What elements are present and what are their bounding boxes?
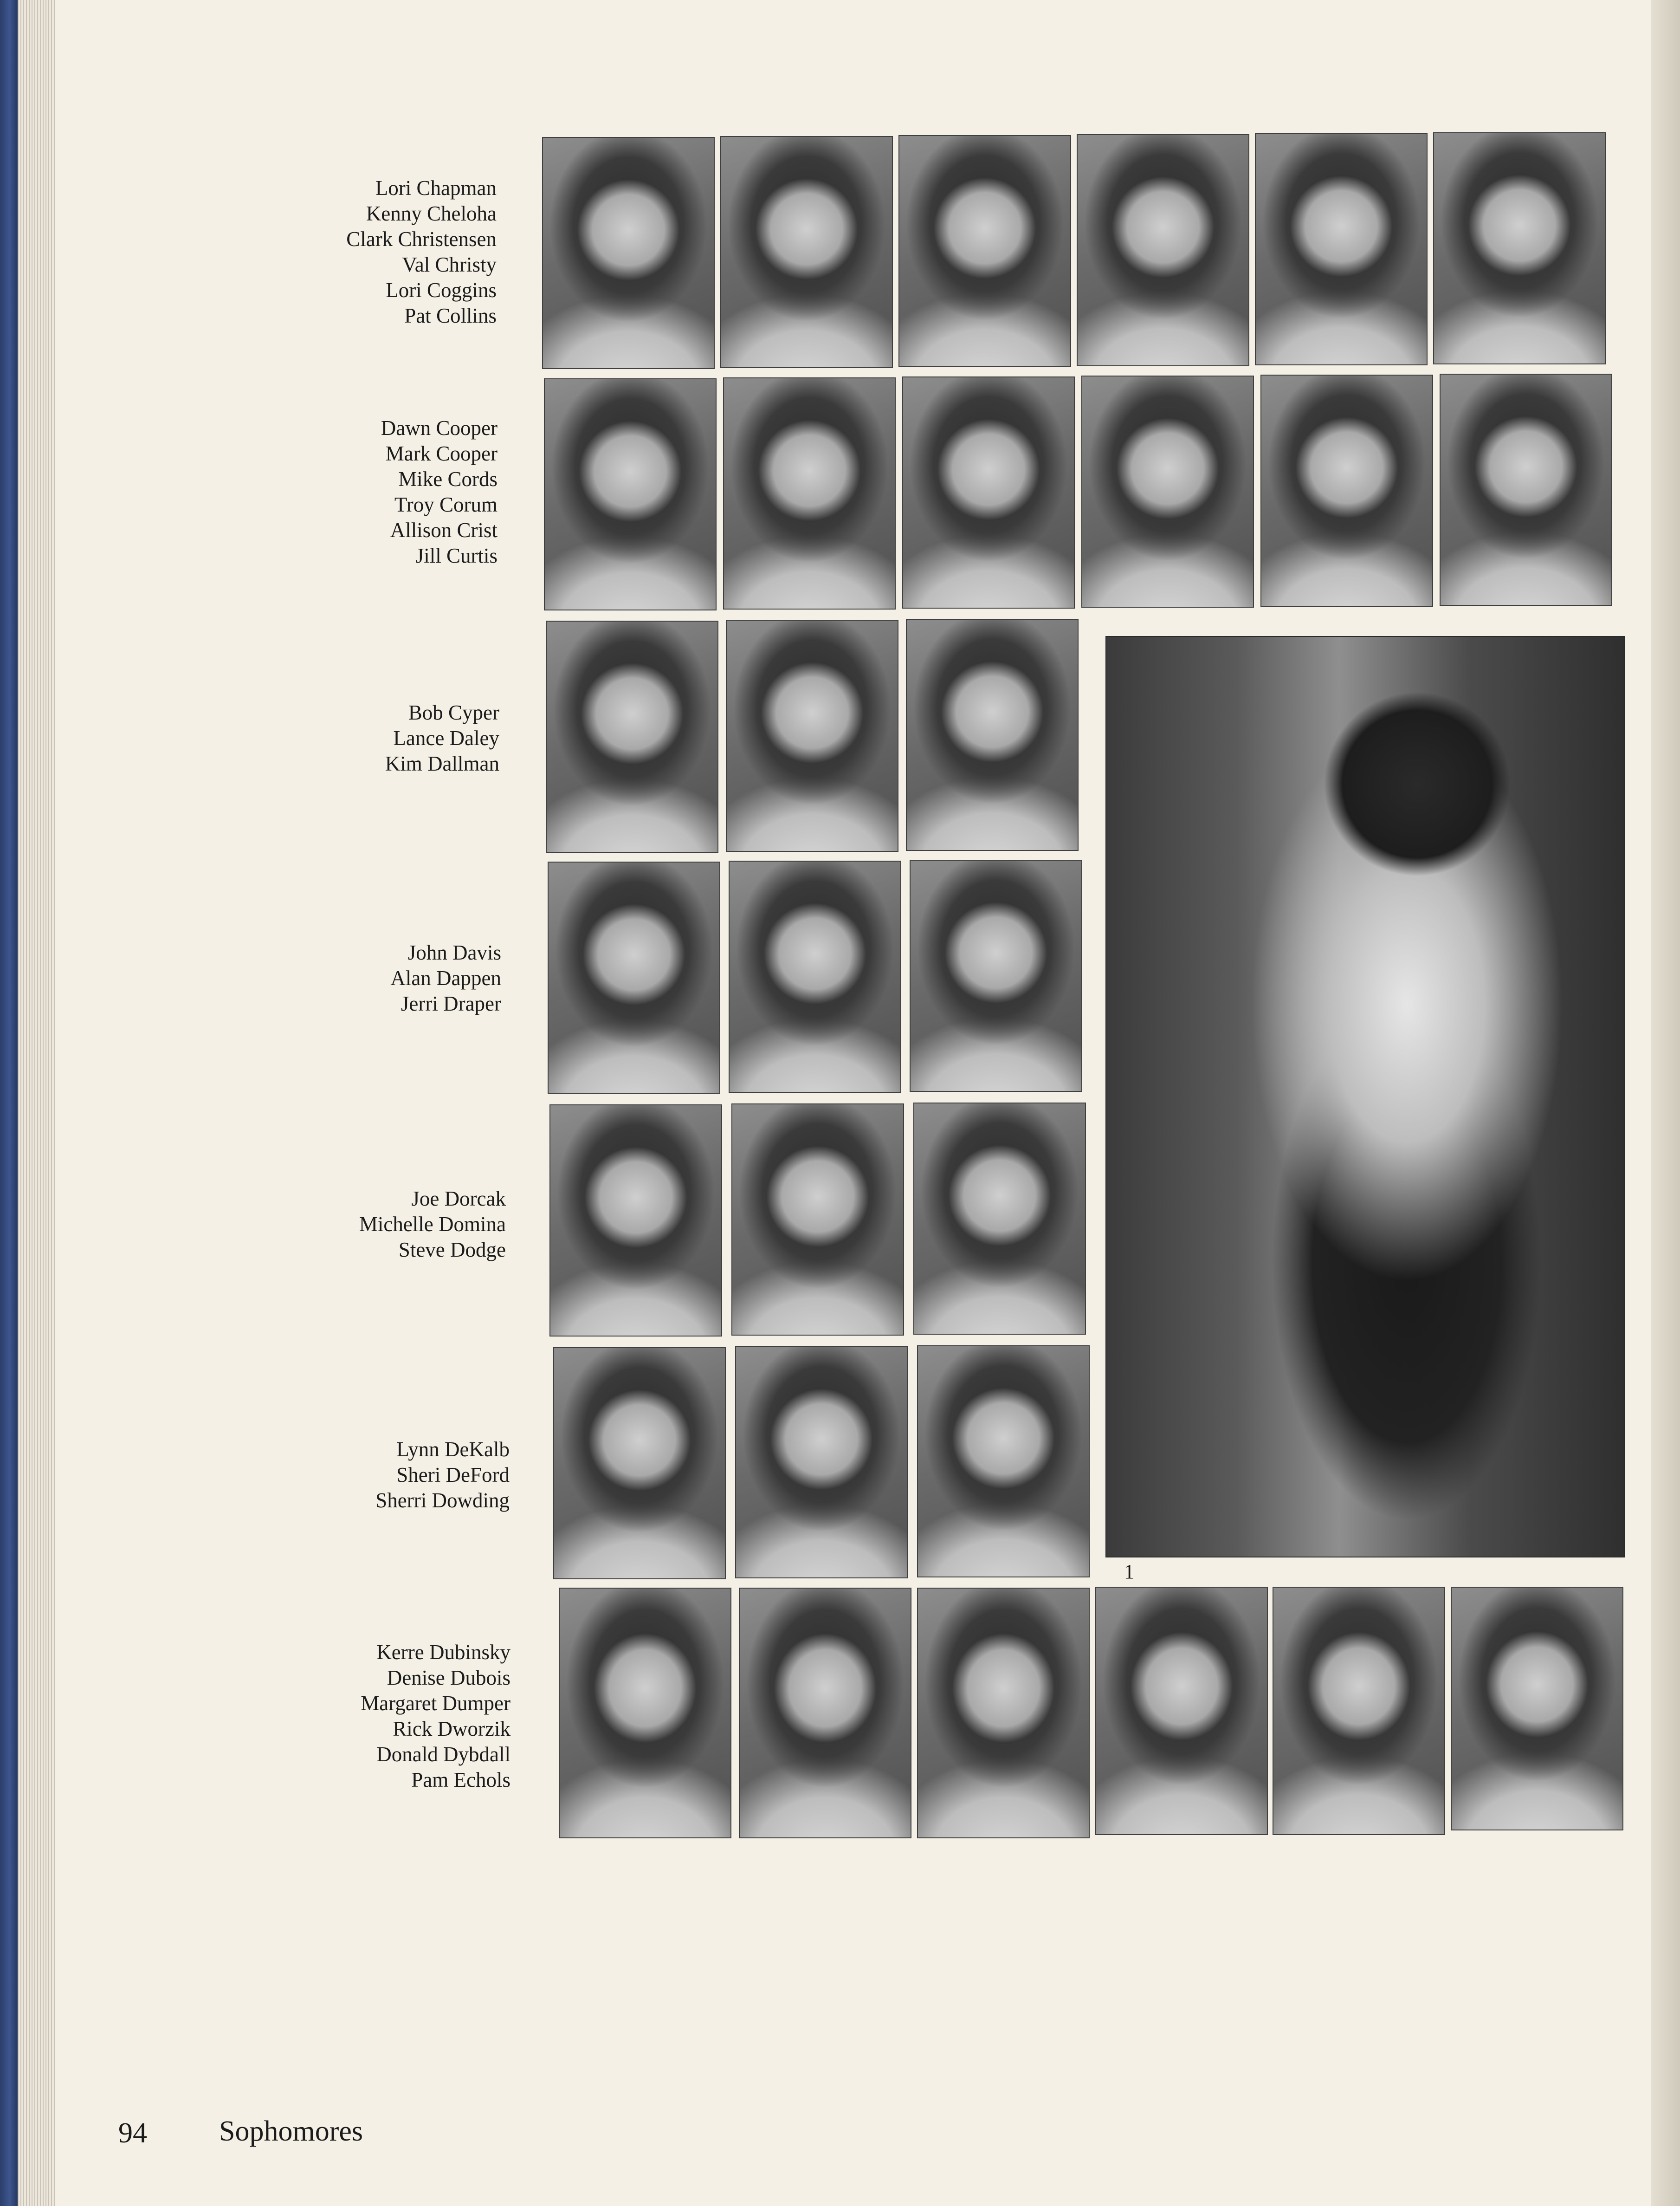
portrait-photo	[1273, 1587, 1445, 1835]
student-name: Pat Collins	[404, 304, 497, 327]
student-name: Mike Cords	[398, 467, 498, 491]
portrait-photo	[906, 619, 1079, 851]
portrait-photo	[910, 860, 1082, 1092]
portrait-photo	[726, 620, 898, 852]
portrait-photo	[1081, 376, 1254, 608]
student-name: Alan Dappen	[390, 967, 501, 990]
portrait-photo	[1095, 1587, 1268, 1835]
student-name: Steve Dodge	[398, 1238, 506, 1261]
student-name: Jill Curtis	[415, 544, 498, 567]
portrait-photo	[723, 377, 896, 610]
portrait-photo	[1440, 374, 1612, 606]
student-name: Lance Daley	[393, 727, 499, 750]
name-list-row-1	[125, 175, 497, 329]
portrait-photo	[1433, 132, 1606, 364]
portrait-photo	[549, 1104, 722, 1337]
student-name: Bob Cyper	[408, 701, 499, 724]
candid-photo	[1105, 636, 1625, 1557]
portrait-photo	[546, 621, 718, 853]
student-name: Jerri Draper	[401, 992, 501, 1015]
student-name: Kim Dallman	[385, 752, 499, 775]
student-name: Rick Dworzik	[393, 1717, 510, 1740]
name-list-row-7	[139, 1640, 510, 1793]
portrait-photo	[720, 136, 893, 368]
portrait-photo	[544, 378, 717, 610]
book-spine	[0, 0, 18, 2206]
student-name: John Davis	[407, 941, 501, 964]
portrait-photo	[898, 135, 1071, 367]
student-name: Allison Crist	[390, 519, 498, 542]
portrait-photo	[735, 1346, 908, 1578]
student-name: Sherri Dowding	[375, 1489, 510, 1512]
student-name: Dawn Cooper	[381, 416, 498, 440]
student-name: Lori Coggins	[386, 279, 497, 302]
portrait-photo	[729, 861, 901, 1093]
student-name: Mark Cooper	[385, 442, 498, 465]
portrait-photo	[553, 1347, 726, 1579]
portrait-photo	[559, 1588, 731, 1838]
student-name: Donald Dybdall	[376, 1743, 510, 1766]
student-name: Lynn DeKalb	[396, 1438, 510, 1461]
portrait-photo	[739, 1588, 911, 1838]
student-name: Kenny Cheloha	[366, 202, 497, 225]
portrait-photo	[548, 862, 720, 1094]
page-edges	[18, 0, 55, 2206]
name-list-row-5	[135, 1186, 506, 1263]
student-name: Val Christy	[402, 253, 497, 276]
student-name: Clark Christensen	[346, 227, 497, 251]
student-name: Michelle Domina	[359, 1213, 506, 1236]
name-list-row-3	[128, 700, 499, 777]
portrait-photo	[917, 1588, 1090, 1838]
name-list-row-2	[126, 415, 498, 569]
portrait-photo	[1451, 1587, 1623, 1830]
name-list-row-4	[130, 940, 501, 1017]
student-name: Kerre Dubinsky	[376, 1641, 510, 1664]
portrait-photo	[917, 1345, 1090, 1577]
student-name: Margaret Dumper	[361, 1692, 510, 1715]
portrait-photo	[1255, 133, 1428, 365]
portrait-photo	[1260, 375, 1433, 607]
portrait-photo	[1077, 134, 1249, 366]
page-right-edge	[1651, 0, 1680, 2206]
student-name: Lori Chapman	[375, 176, 497, 200]
portrait-photo	[913, 1103, 1086, 1335]
student-name: Joe Dorcak	[411, 1187, 506, 1210]
page-number: 94	[118, 2117, 147, 2149]
candid-photo-number: 1	[1124, 1560, 1134, 1583]
name-list-row-6	[138, 1437, 510, 1513]
student-name: Troy Corum	[394, 493, 498, 516]
portrait-photo	[731, 1103, 904, 1336]
student-name: Sheri DeFord	[396, 1463, 510, 1486]
section-title: Sophomores	[219, 2115, 363, 2147]
portrait-photo	[902, 376, 1075, 609]
student-name: Pam Echols	[411, 1768, 510, 1791]
student-name: Denise Dubois	[387, 1666, 510, 1689]
portrait-photo	[542, 137, 715, 369]
